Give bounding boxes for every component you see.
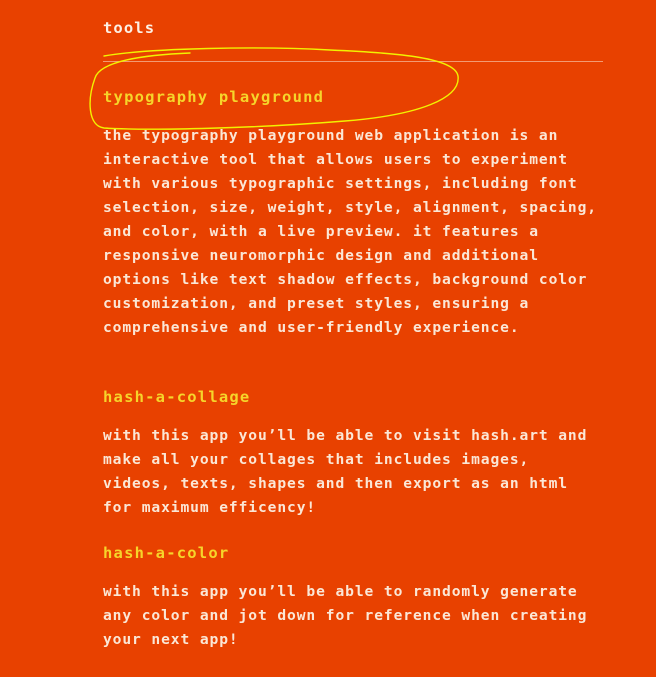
page-title: tools: [103, 19, 156, 37]
tool-description-hash-a-collage: with this app you’ll be able to visit hash.art and make all your collages that includes images, videos, texts, shapes and then export as an html for maximum efficency!: [103, 427, 588, 516]
divider: [103, 61, 603, 62]
tool-description-typography-playground: the typography playground web application is an interactive tool that allows users to experiment with various typographic settings, including font selection, size, weight, style, alignment, spacing, and color, with a live preview. it features a responsive neuromorphic design and additional options like text shadow effects, background color customization, and preset styles, ensuring a comprehensive and user-friendly experience.: [103, 127, 597, 336]
tool-title-hash-a-color[interactable]: hash-a-color: [103, 544, 230, 562]
tool-description-hash-a-color: with this app you’ll be able to randomly generate any color and jot down for reference when creating your next app!: [103, 583, 588, 648]
tool-title-hash-a-collage[interactable]: hash-a-collage: [103, 388, 251, 406]
tool-title-typography-playground[interactable]: typography playground: [103, 88, 325, 106]
